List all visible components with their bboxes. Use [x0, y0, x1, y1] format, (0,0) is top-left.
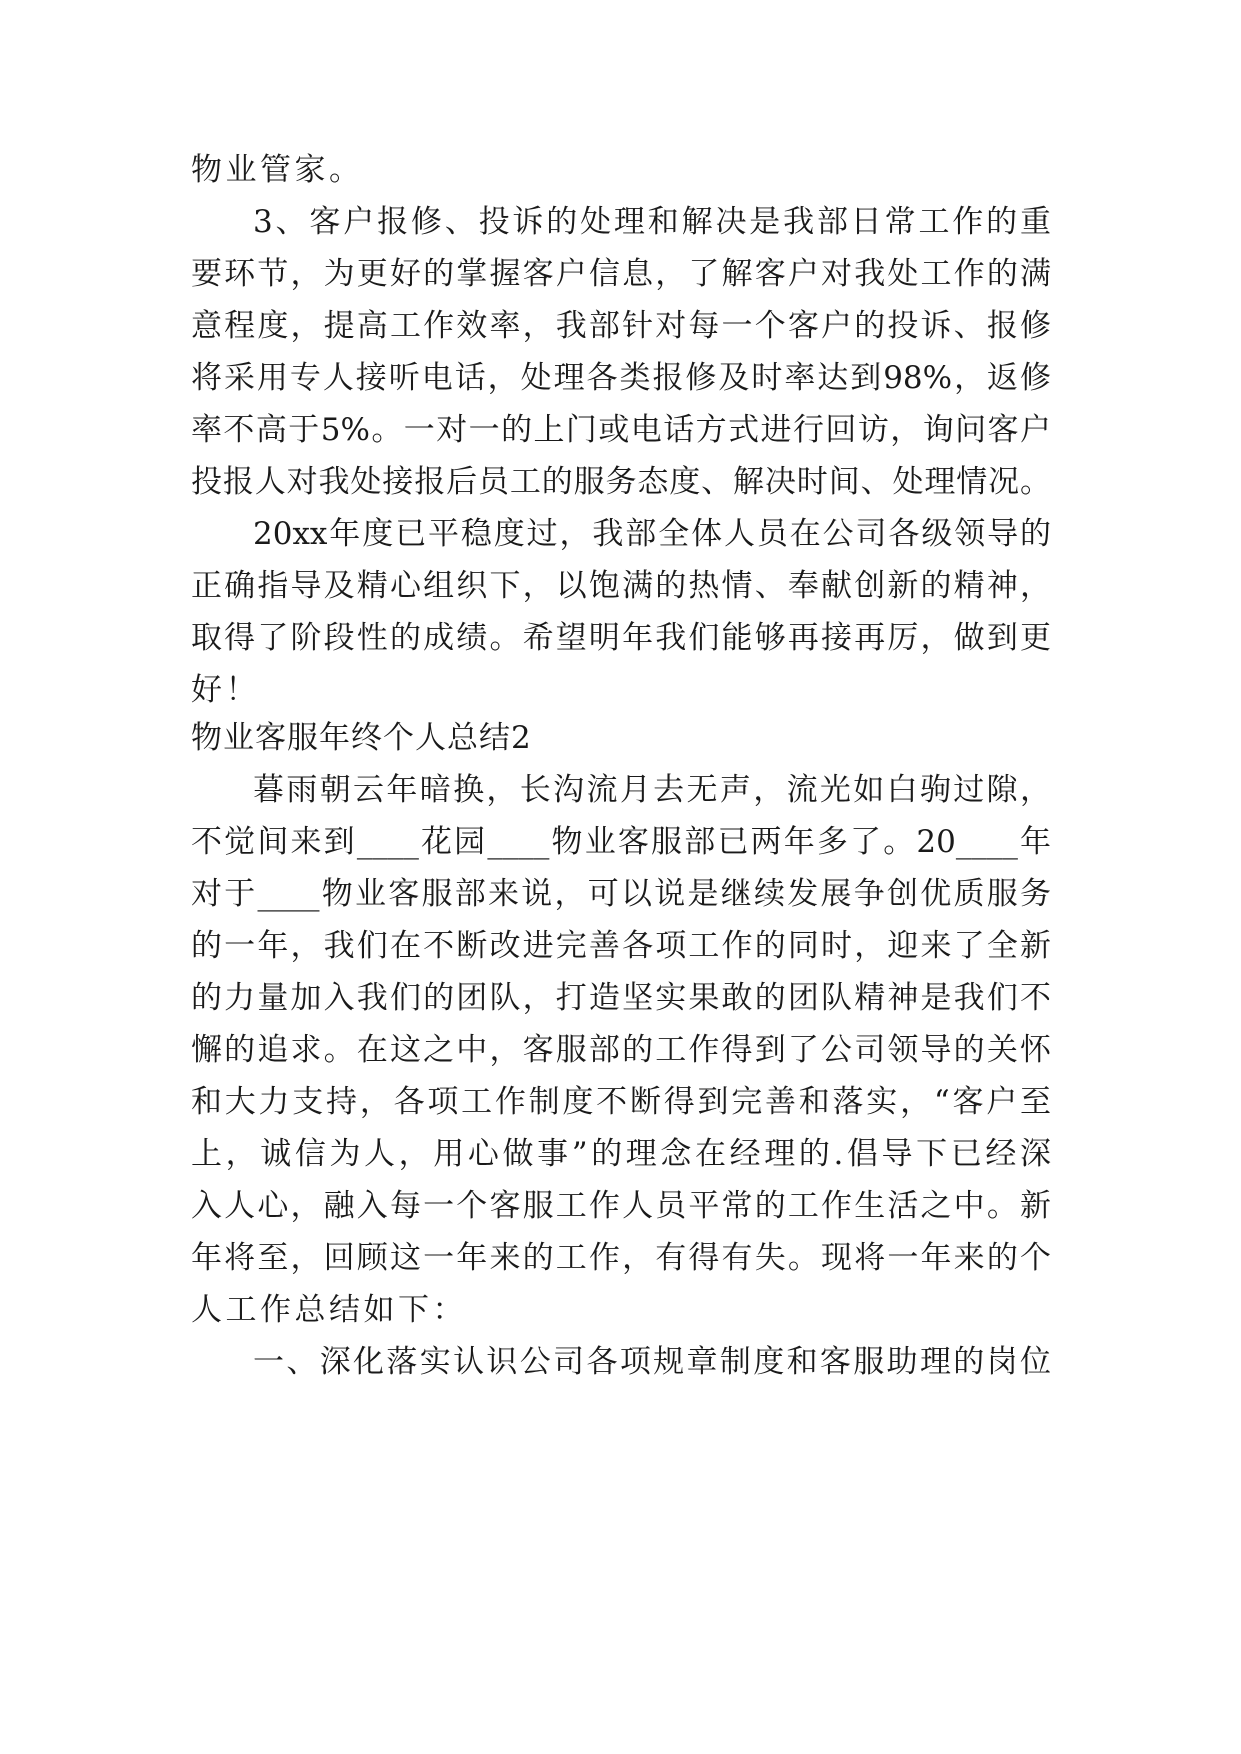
paragraph-line: 要环节，为更好的掌握客户信息，了解客户对我处工作的满 [191, 256, 1051, 292]
paragraph-line: 20xx年度已平稳度过，我部全体人员在公司各级领导的 [253, 516, 1051, 552]
paragraph-line: 正确指导及精心组织下，以饱满的热情、奉献创新的精神， [191, 568, 1051, 604]
paragraph-line: 对于____物业客服部来说，可以说是继续发展争创优质服务 [191, 876, 1051, 912]
paragraph-line: 和大力支持，各项工作制度不断得到完善和落实，“客户至 [191, 1084, 1051, 1120]
section-heading: 物业客服年终个人总结2 [191, 720, 532, 756]
paragraph-line: 一、深化落实认识公司各项规章制度和客服助理的岗位 [253, 1344, 1051, 1380]
paragraph-line: 率不高于5%。一对一的上门或电话方式进行回访，询问客户 [191, 412, 1051, 448]
paragraph-line: 将采用专人接听电话，处理各类报修及时率达到98%，返修 [191, 360, 1051, 396]
paragraph-line: 意程度，提高工作效率，我部针对每一个客户的投诉、报修 [191, 308, 1051, 344]
paragraph-line: 3、客户报修、投诉的处理和解决是我部日常工作的重 [253, 204, 1051, 240]
paragraph-line: 投报人对我处接报后员工的服务态度、解决时间、处理情况。 [191, 464, 1051, 500]
paragraph-line: 的一年，我们在不断改进完善各项工作的同时，迎来了全新 [191, 928, 1051, 964]
paragraph-line: 的力量加入我们的团队，打造坚实果敢的团队精神是我们不 [191, 980, 1051, 1016]
paragraph-line: 入人心，融入每一个客服工作人员平常的工作生活之中。新 [191, 1188, 1051, 1224]
text-line: 物业管家。 [191, 152, 364, 188]
paragraph-line: 上，诚信为人，用心做事”的理念在经理的.倡导下已经深 [191, 1136, 1051, 1172]
paragraph-line: 年将至，回顾这一年来的工作，有得有失。现将一年来的个 [191, 1240, 1051, 1276]
paragraph-line: 取得了阶段性的成绩。希望明年我们能够再接再厉，做到更 [191, 620, 1051, 656]
paragraph-line: 人工作总结如下： [191, 1292, 467, 1328]
paragraph-line: 好！ [191, 672, 260, 708]
paragraph-line: 暮雨朝云年暗换，长沟流月去无声，流光如白驹过隙， [253, 772, 1051, 808]
paragraph-line: 不觉间来到____花园____物业客服部已两年多了。20____年 [191, 824, 1051, 860]
paragraph-line: 懈的追求。在这之中，客服部的工作得到了公司领导的关怀 [191, 1032, 1051, 1068]
